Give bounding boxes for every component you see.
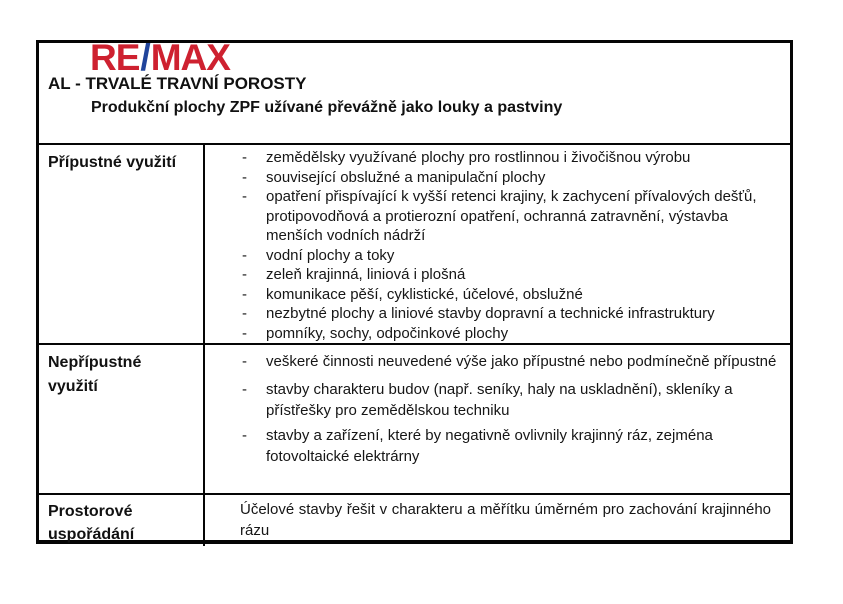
zoning-regulation-table bbox=[36, 37, 793, 544]
list-item bbox=[205, 168, 783, 188]
list-item-text: vodní plochy a toky bbox=[266, 246, 395, 264]
list-item-text: pomníky, sochy, odpočinkové plochy bbox=[266, 324, 509, 342]
list-item-text: stavby charakteru budov (např. seníky, haly na uskladnění), skleníky a přístřešky pro zemědělskou techniku bbox=[266, 381, 733, 419]
table-header bbox=[39, 37, 790, 143]
list-item bbox=[205, 304, 783, 324]
dash-bullet: - bbox=[242, 353, 247, 370]
list-item-text: zeleň krajinná, liniová i plošná bbox=[266, 266, 466, 283]
dash-bullet: - bbox=[242, 149, 247, 166]
list-item-text: stavby a zařízení, které by negativně ovlivnily krajinný ráz, zejména fotovoltaické elektrárny bbox=[266, 427, 713, 465]
list-item bbox=[205, 425, 783, 467]
row-pripustne-vyuziti bbox=[39, 143, 790, 343]
dash-bullet: - bbox=[242, 266, 247, 283]
dash-bullet: - bbox=[242, 305, 247, 322]
list-item bbox=[205, 285, 783, 305]
dash-bullet: - bbox=[242, 381, 247, 398]
list-item-text: zemědělsky využívané plochy pro rostlinnou i živočišnou výrobu bbox=[266, 149, 691, 166]
row-label: Přípustné využití bbox=[39, 145, 205, 343]
list-item-text: veškeré činnosti neuvedené výše jako přípustné nebo podmínečně přípustné bbox=[266, 353, 777, 370]
row-prostorove-usporadani bbox=[39, 493, 790, 546]
list-item bbox=[205, 246, 783, 266]
list-item-text: nezbytné plochy a liniové stavby dopravní a technické infrastruktury bbox=[266, 305, 715, 322]
list-item-text: související obslužné a manipulační plochy bbox=[266, 168, 546, 186]
list-item-text: opatření přispívající k vyšší retenci krajiny, k zachycení přívalových dešťů, protipovodňová a protierozní opatření, ochranná zatravnění, výstavba menších vodních nádrží bbox=[266, 188, 757, 244]
list-item bbox=[205, 265, 783, 285]
row-label: Prostorové uspořádání bbox=[39, 495, 205, 546]
logo-re: RE bbox=[90, 37, 140, 78]
logo-slash: / bbox=[140, 37, 150, 78]
dash-bullet: - bbox=[242, 324, 247, 342]
dash-bullet: - bbox=[242, 188, 247, 205]
list-item bbox=[205, 187, 783, 246]
list-item bbox=[205, 324, 783, 344]
dash-bullet: - bbox=[242, 246, 247, 264]
row-content bbox=[205, 495, 790, 546]
remax-logo bbox=[90, 37, 230, 78]
list-item bbox=[205, 349, 783, 375]
dash-bullet: - bbox=[242, 285, 247, 303]
list-item bbox=[205, 148, 783, 168]
dash-bullet: - bbox=[242, 168, 247, 186]
document-title: AL - TRVALÉ TRAVNÍ POROSTY bbox=[48, 74, 307, 93]
row-content bbox=[205, 345, 790, 493]
document-subtitle: Produkční plochy ZPF užívané převážně jako louky a pastviny bbox=[91, 99, 563, 116]
row-nepripustne-vyuziti bbox=[39, 343, 790, 493]
dash-bullet: - bbox=[242, 427, 247, 444]
row-content bbox=[205, 145, 790, 343]
list-item-text: komunikace pěší, cyklistické, účelové, obslužné bbox=[266, 285, 583, 303]
list-item bbox=[205, 379, 783, 421]
logo-max: MAX bbox=[150, 37, 230, 78]
row-paragraph: Účelové stavby řešit v charakteru a měřítku úměrném pro zachování krajinného rázu bbox=[240, 501, 771, 539]
row-label: Nepřípustné využití bbox=[39, 345, 205, 493]
